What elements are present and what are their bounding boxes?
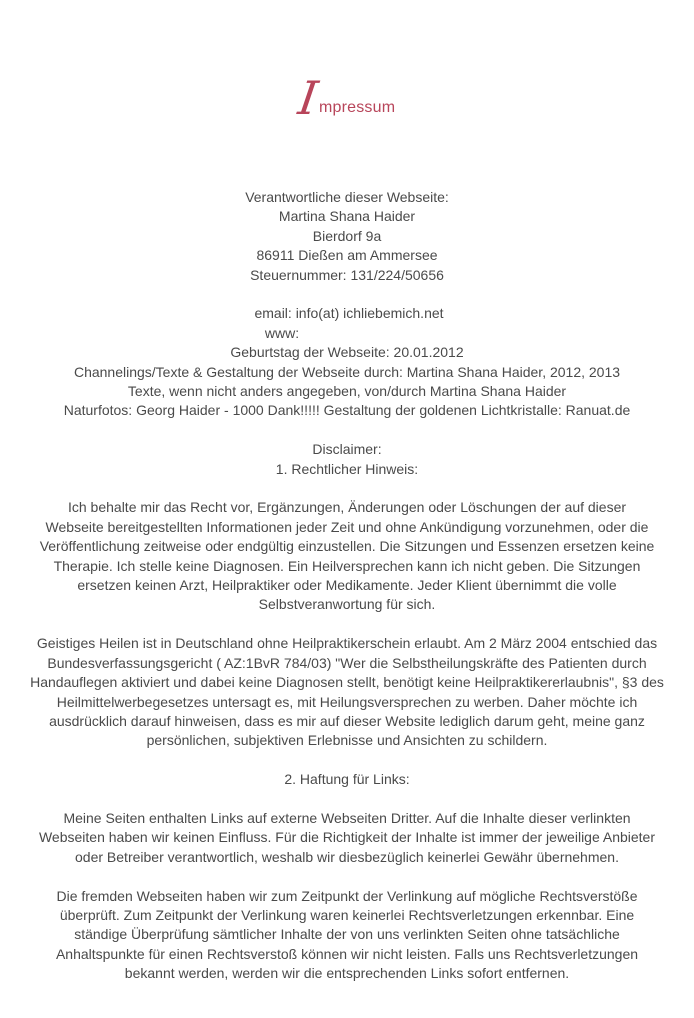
owner-name: Martina Shana Haider xyxy=(278,208,416,225)
impressum-content xyxy=(30,188,664,984)
tax-number: Steuernummer: 131/224/50656 xyxy=(250,266,444,283)
page-title-initial: I xyxy=(294,71,321,125)
legal-notice-title: 1. Rechtlicher Hinweis: xyxy=(275,460,419,477)
link-liability-title: 2. Haftung für Links: xyxy=(284,771,410,788)
legal-notice-paragraph-1: Ich behalte mir das Recht vor, Ergänzungen, Änderungen oder Löschungen der auf dieser Webseite bereitgestellten Informationen jeder Zeit und ohne Ankündigung vorzunehmen, oder die Veröffentlichung zeitweise oder endgültig einzustellen. Die Sitzungen und Essenzen ersetzen keine Therapie. Ich stelle keine Diagnosen. Ein Heilversprechen kann ich nicht geben. Die Sitzungen ersetzen keinen Arzt, Heilpraktiker oder Medikamente. Jeder Klient übernimmt die volle Selbstveranwortung für sich. xyxy=(39,499,655,613)
disclaimer-heading: Disclaimer: xyxy=(312,441,382,458)
www-line: www: xyxy=(264,324,300,341)
email-line: email: info(at) ichliebemich.net xyxy=(254,305,444,322)
link-liability-paragraph-2: Die fremden Webseiten haben wir zum Zeitpunkt der Verlinkung auf mögliche Rechtsverstöße überprüft. Zum Zeitpunkt der Verlinkung waren keinerlei Rechtsverletzungen erkennbar. Eine ständige Überprüfung sämtlicher Inhalte der von uns verlinkten Seiten ohne tatsächliche Anhaltspunkte für einen Rechtsverstoß können wir nicht leisten. Falls uns Rechtsverletzungen bekannt werden, werden wir die entsprechenden Links sofort entfernen. xyxy=(55,887,639,982)
legal-notice-paragraph-2: Geistiges Heilen ist in Deutschland ohne Heilpraktikerschein erlaubt. Am 2 März 2004 entschied das Bundesverfassungsgericht ( AZ:1BvR 784/03) "Wer die Selbstheilungskräfte des Patienten durch Handauflegen aktiviert und dabei keine Diagnosen stellt, benötigt keine Heilpraktikererlaubnis", §3 des Heilmittelwerbegesetzes untersagt es, mit Heilungsversprechen zu werben. Daher möchte ich ausdrücklich darauf hinweisen, dass es mir auf dieser Website lediglich darum geht, meine ganz persönlichen, subjektiven Erlebnisse und Ansichten zu schildern. xyxy=(30,635,664,749)
page-title xyxy=(0,71,694,125)
page-title-rest: mpressum xyxy=(318,99,396,116)
responsible-label: Verantwortliche dieser Webseite: xyxy=(245,189,449,205)
link-liability-paragraph-1: Meine Seiten enthalten Links auf externe Webseiten Dritter. Auf die Inhalte dieser verlinkten Webseiten haben wir keinen Einfluss. Für die Richtigkeit der Inhalte ist immer der jeweilige Anbieter oder Betreiber verantwortlich, weshalb wir diesbezüglich keinerlei Gewähr übernehmen. xyxy=(38,809,656,865)
website-birthday: Geburtstag der Webseite: 20.01.2012 xyxy=(230,344,464,361)
texts-credit: Texte, wenn nicht anders angegeben, von/durch Martina Shana Haider xyxy=(127,383,567,400)
channelings-credit: Channelings/Texte & Gestaltung der Webseite durch: Martina Shana Haider, 2012, 2013 xyxy=(73,363,621,380)
photos-credit: Naturfotos: Georg Haider - 1000 Dank!!!!! Gestaltung der goldenen Lichtkristalle: Ranuat.de xyxy=(63,402,631,419)
city-address: 86911 Dießen am Ammersee xyxy=(256,247,438,264)
street-address: Bierdorf 9a xyxy=(312,227,382,244)
